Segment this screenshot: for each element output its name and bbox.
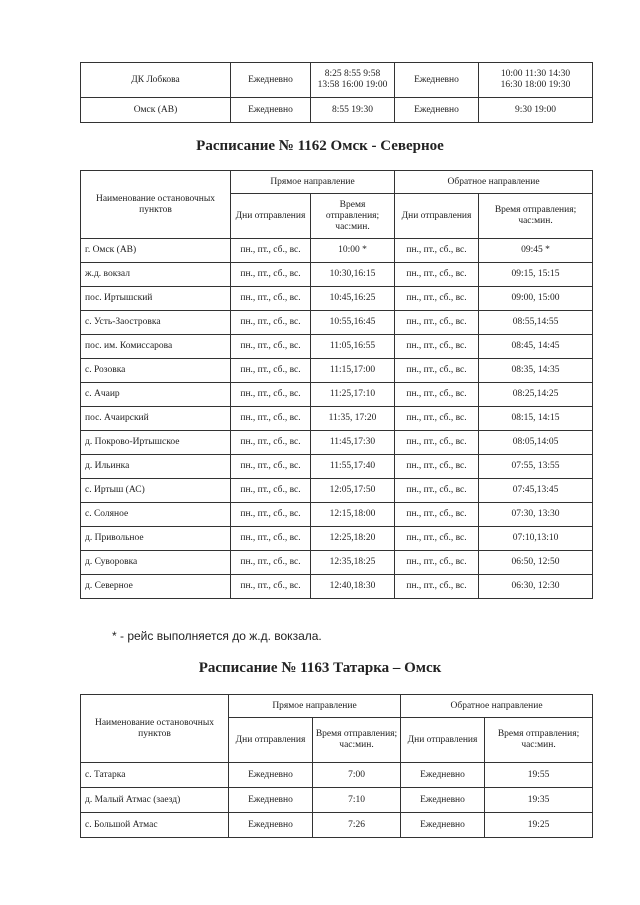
schedule-1163-body — [81, 763, 593, 838]
schedule-1162-body — [81, 239, 593, 599]
time-cell: 08:15, 14:15 — [479, 407, 593, 431]
schedule-1163-title: Расписание № 1163 Татарка – Омск — [198, 660, 442, 676]
table-row — [81, 503, 593, 527]
days-cell: пн., пт., сб., вс. — [231, 383, 311, 407]
header-days: Дни отправления — [231, 194, 311, 239]
days-cell: пн., пт., сб., вс. — [395, 407, 479, 431]
time-cell: 12:40,18:30 — [311, 575, 395, 599]
days-cell: пн., пт., сб., вс. — [231, 527, 311, 551]
table-row — [81, 455, 593, 479]
time-cell: 11:55,17:40 — [311, 455, 395, 479]
days-cell: Ежедневно — [395, 98, 479, 123]
top-schedule-table — [80, 62, 593, 123]
time-cell: 11:45,17:30 — [311, 431, 395, 455]
stop-cell: с. Усть-Заостровка — [81, 311, 231, 335]
time-cell: 8:55 19:30 — [311, 98, 395, 123]
days-cell: пн., пт., сб., вс. — [231, 287, 311, 311]
days-cell: Ежедневно — [231, 98, 311, 123]
days-cell: пн., пт., сб., вс. — [395, 503, 479, 527]
time-cell: 12:25,18:20 — [311, 527, 395, 551]
table-header-row — [81, 171, 593, 194]
days-cell: пн., пт., сб., вс. — [231, 551, 311, 575]
header-forward: Прямое направление — [231, 171, 395, 194]
table-row — [81, 63, 593, 98]
stop-cell: пос. им. Комиссарова — [81, 335, 231, 359]
header-time: Время отправления; час:мин. — [311, 194, 395, 239]
time-cell: 12:35,18:25 — [311, 551, 395, 575]
days-cell: пн., пт., сб., вс. — [231, 335, 311, 359]
days-cell: пн., пт., сб., вс. — [395, 359, 479, 383]
header-time: Время отправления; час:мин. — [485, 718, 593, 763]
days-cell: пн., пт., сб., вс. — [231, 311, 311, 335]
stop-cell: пос. Иртышский — [81, 287, 231, 311]
days-cell: пн., пт., сб., вс. — [395, 311, 479, 335]
schedule-1162-title: Расписание № 1162 Омск - Северное — [196, 138, 444, 154]
schedule-1163-table — [80, 694, 593, 838]
time-cell: 08:05,14:05 — [479, 431, 593, 455]
time-cell: 10:00 * — [311, 239, 395, 263]
time-cell: 11:35, 17:20 — [311, 407, 395, 431]
time-cell: 12:15,18:00 — [311, 503, 395, 527]
header-stop-name: Наименование остановочных пунктов — [81, 171, 231, 239]
days-cell: пн., пт., сб., вс. — [395, 239, 479, 263]
time-cell: 12:05,17:50 — [311, 479, 395, 503]
stop-cell: с. Большой Атмас — [81, 813, 229, 838]
time-cell: 9:30 19:00 — [479, 98, 593, 123]
table-row — [81, 263, 593, 287]
time-cell: 09:15, 15:15 — [479, 263, 593, 287]
header-days: Дни отправления — [395, 194, 479, 239]
table-row — [81, 239, 593, 263]
table-row — [81, 431, 593, 455]
days-cell: пн., пт., сб., вс. — [395, 383, 479, 407]
days-cell: пн., пт., сб., вс. — [395, 479, 479, 503]
days-cell: Ежедневно — [229, 788, 313, 813]
table-row — [81, 527, 593, 551]
time-cell: 19:35 — [485, 788, 593, 813]
time-cell: 08:55,14:55 — [479, 311, 593, 335]
footnote: * - рейс выполняется до ж.д. вокзала. — [112, 629, 322, 643]
time-cell: 07:30, 13:30 — [479, 503, 593, 527]
days-cell: пн., пт., сб., вс. — [395, 575, 479, 599]
days-cell: пн., пт., сб., вс. — [395, 527, 479, 551]
stop-cell: д. Малый Атмас (заезд) — [81, 788, 229, 813]
days-cell: Ежедневно — [229, 813, 313, 838]
header-time: Время отправления; час:мин. — [313, 718, 401, 763]
days-cell: пн., пт., сб., вс. — [395, 335, 479, 359]
days-cell: пн., пт., сб., вс. — [395, 431, 479, 455]
header-backward: Обратное направление — [401, 695, 593, 718]
days-cell: пн., пт., сб., вс. — [231, 503, 311, 527]
header-stop-name: Наименование остановочных пунктов — [81, 695, 229, 763]
days-cell: пн., пт., сб., вс. — [231, 239, 311, 263]
header-time: Время отправления; час:мин. — [479, 194, 593, 239]
days-cell: пн., пт., сб., вс. — [231, 407, 311, 431]
days-cell: Ежедневно — [401, 763, 485, 788]
table-row — [81, 311, 593, 335]
table-row — [81, 383, 593, 407]
days-cell: Ежедневно — [401, 788, 485, 813]
days-cell: пн., пт., сб., вс. — [395, 455, 479, 479]
time-cell: 7:10 — [313, 788, 401, 813]
table-header-row — [81, 695, 593, 718]
time-cell: 7:00 — [313, 763, 401, 788]
stop-cell: Омск (АВ) — [81, 98, 231, 123]
table-row — [81, 98, 593, 123]
stop-cell: с. Татарка — [81, 763, 229, 788]
table-row — [81, 551, 593, 575]
time-cell: 10:00 11:30 14:30 16:30 18:00 19:30 — [479, 63, 593, 98]
table-row — [81, 788, 593, 813]
time-cell: 08:45, 14:45 — [479, 335, 593, 359]
table-row — [81, 335, 593, 359]
days-cell: пн., пт., сб., вс. — [231, 455, 311, 479]
days-cell: Ежедневно — [401, 813, 485, 838]
days-cell: пн., пт., сб., вс. — [231, 263, 311, 287]
stop-cell: д. Покрово-Иртышское — [81, 431, 231, 455]
days-cell: пн., пт., сб., вс. — [395, 287, 479, 311]
days-cell: пн., пт., сб., вс. — [231, 359, 311, 383]
days-cell: пн., пт., сб., вс. — [395, 551, 479, 575]
time-cell: 08:35, 14:35 — [479, 359, 593, 383]
days-cell: пн., пт., сб., вс. — [231, 575, 311, 599]
table-row — [81, 287, 593, 311]
table-row — [81, 763, 593, 788]
time-cell: 07:45,13:45 — [479, 479, 593, 503]
header-forward: Прямое направление — [229, 695, 401, 718]
time-cell: 07:10,13:10 — [479, 527, 593, 551]
stop-cell: г. Омск (АВ) — [81, 239, 231, 263]
table-row — [81, 813, 593, 838]
table-row — [81, 407, 593, 431]
stop-cell: пос. Ачаирский — [81, 407, 231, 431]
time-cell: 10:55,16:45 — [311, 311, 395, 335]
time-cell: 10:45,16:25 — [311, 287, 395, 311]
stop-cell: д. Суворовка — [81, 551, 231, 575]
time-cell: 09:00, 15:00 — [479, 287, 593, 311]
time-cell: 06:30, 12:30 — [479, 575, 593, 599]
time-cell: 8:25 8:55 9:58 13:58 16:00 19:00 — [311, 63, 395, 98]
days-cell: пн., пт., сб., вс. — [231, 431, 311, 455]
header-days: Дни отправления — [401, 718, 485, 763]
stop-cell: д. Ильинка — [81, 455, 231, 479]
time-cell: 7:26 — [313, 813, 401, 838]
days-cell: Ежедневно — [395, 63, 479, 98]
table-row — [81, 575, 593, 599]
time-cell: 08:25,14:25 — [479, 383, 593, 407]
stop-cell: ДК Лобкова — [81, 63, 231, 98]
time-cell: 10:30,16:15 — [311, 263, 395, 287]
days-cell: Ежедневно — [231, 63, 311, 98]
time-cell: 06:50, 12:50 — [479, 551, 593, 575]
stop-cell: ж.д. вокзал — [81, 263, 231, 287]
time-cell: 11:05,16:55 — [311, 335, 395, 359]
header-days: Дни отправления — [229, 718, 313, 763]
stop-cell: с. Розовка — [81, 359, 231, 383]
stop-cell: д. Привольное — [81, 527, 231, 551]
stop-cell: с. Ачаир — [81, 383, 231, 407]
table-row — [81, 479, 593, 503]
table-row — [81, 359, 593, 383]
days-cell: Ежедневно — [229, 763, 313, 788]
schedule-1162-table — [80, 170, 593, 599]
stop-cell: д. Северное — [81, 575, 231, 599]
time-cell: 07:55, 13:55 — [479, 455, 593, 479]
days-cell: пн., пт., сб., вс. — [231, 479, 311, 503]
time-cell: 09:45 * — [479, 239, 593, 263]
time-cell: 19:25 — [485, 813, 593, 838]
header-backward: Обратное направление — [395, 171, 593, 194]
time-cell: 11:15,17:00 — [311, 359, 395, 383]
stop-cell: с. Иртыш (АС) — [81, 479, 231, 503]
stop-cell: с. Соляное — [81, 503, 231, 527]
time-cell: 11:25,17:10 — [311, 383, 395, 407]
time-cell: 19:55 — [485, 763, 593, 788]
days-cell: пн., пт., сб., вс. — [395, 263, 479, 287]
